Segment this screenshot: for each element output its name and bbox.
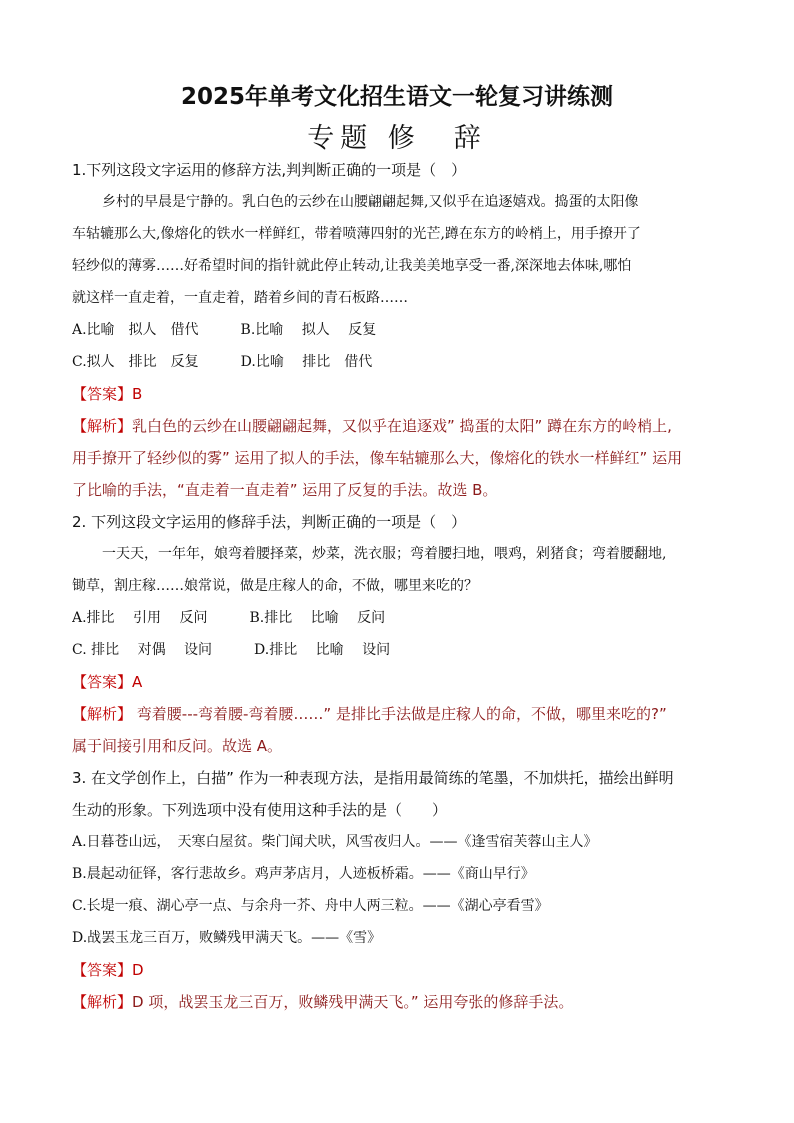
- question-1-analysis-line: [72, 416, 732, 436]
- question-1-option-row: A.比喻 拟人 借代 B.比喻 拟人 反复: [72, 322, 377, 338]
- question-3-option: D.战罢玉龙三百万，败鳞残甲满天飞。——《雪》: [72, 930, 382, 946]
- question-3-answer: [72, 960, 732, 980]
- analysis-text: 乳白色的云纱在山腰翩翩起舞，又似乎在追逐戏” 捣蛋的太阳” 蹲在东方的岭梢上,: [132, 417, 672, 435]
- question-1-passage-line: 就这样一直走着，一直走着，踏着乡间的青石板路……: [72, 290, 408, 306]
- analysis-text: D 项，战罢玉龙三百万，败鳞残甲满天飞。” 运用夸张的修辞手法。: [132, 993, 574, 1011]
- question-1-passage-line: 乡村的早晨是宁静的。乳白色的云纱在山腰翩翩起舞,又似乎在追逐嬉戏。捣蛋的太阳像: [102, 194, 639, 210]
- question-3-option: C.长堤一痕、湖心亭一点、与余舟一芥、舟中人两三粒。——《湖心亭看雪》: [72, 898, 549, 914]
- question-2-analysis-line: [72, 704, 732, 724]
- question-3-stem: 3. 在文学创作上，白描” 作为一种表现方法，是指用最简练的笔墨，不加烘托，描绘出鲜明: [72, 769, 674, 787]
- question-1-option-row: C.拟人 排比 反复 D.比喻 排比 借代: [72, 354, 373, 370]
- question-1-passage-line: 车轱辘那么大,像熔化的铁水一样鲜红，带着喷薄四射的光芒,蹲在东方的岭梢上，用手撩开了: [72, 226, 641, 242]
- question-2-answer: [72, 672, 732, 692]
- question-1-analysis-line: 了比喻的手法，“直走着一直走着” 运用了反复的手法。故选 B。: [72, 481, 498, 499]
- question-3-analysis-line: [72, 992, 732, 1012]
- question-2-option-row: A.排比 引用 反问 B.排比 比喻 反问: [72, 610, 386, 626]
- analysis-label: 【解析】: [72, 993, 133, 1011]
- document-title: 2025年单考文化招生语文一轮复习讲练测: [180, 84, 613, 110]
- question-2-passage-line: 一天天，一年年，娘弯着腰择菜，炒菜，洗衣服；弯着腰扫地，喂鸡，剁猪食；弯着腰翻地,: [102, 546, 667, 562]
- answer-label: 【答案】: [72, 385, 133, 403]
- question-3-stem: 生动的形象。下列选项中没有使用这种手法的是（ ）: [72, 801, 448, 819]
- question-2-passage-line: 锄草，割庄稼……娘常说，做是庄稼人的命，不做，哪里来吃的？: [72, 578, 478, 594]
- analysis-label: 【解析】: [72, 705, 133, 723]
- question-3-option: B.晨起动征铎，客行悲故乡。鸡声茅店月，人迹板桥霜。——《商山早行》: [72, 866, 535, 882]
- question-1-passage-line: 轻纱似的薄雾……好希望时间的指针就此停止转动,让我美美地享受一番,深深地去体味,哪怕: [72, 258, 632, 274]
- question-3-option: A.日暮苍山远， 天寒白屋贫。柴门闻犬吠，风雪夜归人。——《逢雪宿芙蓉山主人》: [72, 834, 598, 850]
- analysis-label: 【解析】: [72, 417, 133, 435]
- analysis-text: 弯着腰---弯着腰-弯着腰……” 是排比手法做是庄稼人的命，不做，哪里来吃的?”: [132, 705, 667, 723]
- document-subtitle: 专题 修 辞: [307, 123, 487, 154]
- question-1-answer: [72, 384, 732, 404]
- answer-value: B: [132, 385, 143, 403]
- question-1-stem: 1.下列这段文字运用的修辞方法,判判断正确的一项是（ ）: [72, 161, 467, 179]
- answer-label: 【答案】: [72, 961, 133, 979]
- question-1-analysis-line: 用手撩开了轻纱似的雾” 运用了拟人的手法，像车轱辘那么大，像熔化的铁水一样鲜红” 运用: [72, 449, 683, 467]
- answer-value: D: [132, 961, 144, 979]
- answer-value: A: [132, 673, 143, 691]
- question-2-analysis-line: 属于间接引用和反问。故选 A。: [72, 737, 283, 755]
- answer-label: 【答案】: [72, 673, 133, 691]
- question-2-option-row: C. 排比 对偶 设问 D.排比 比喻 设问: [72, 642, 391, 658]
- question-2-stem: 2. 下列这段文字运用的修辞手法，判断正确的一项是（ ）: [72, 513, 467, 531]
